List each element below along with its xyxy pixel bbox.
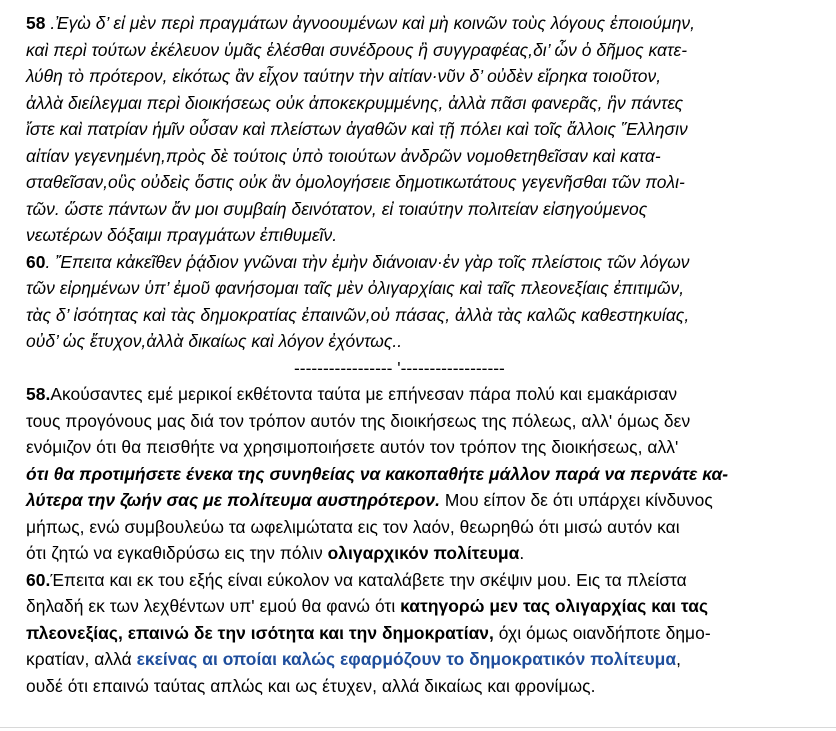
section-divider: ----------------- '------------------ [294, 357, 505, 378]
modern-paragraph-58 [26, 381, 816, 567]
text-line: ἴστε καὶ πατρίαν ἡμῖν οὖσαν καὶ πλείστων ἀγαθῶν καὶ τῇ πόλει καὶ τοῖς ἄλλοις Ἕλλησιν [26, 119, 688, 139]
paragraph-number: 60. [26, 569, 51, 590]
modern-text [26, 381, 816, 699]
bold-text: ολιγαρχικόν πολίτευμα [327, 543, 520, 563]
text-line: ενόμιζον ότι θα πεισθήτε να χρησιμοποιήσετε αυτόν τον τρόπον της διοικήσεως, αλλ' [26, 437, 679, 457]
emphasized-line: ότι θα προτιμήσετε ένεκα της συνηθείας να κακοπαθήτε μάλλον παρά να περνάτε κα- [26, 463, 729, 484]
text-line: πλεονεξίας, επαινώ δε την ισότητα και την δημοκρατίαν, όχι όμως οιανδήποτε δημο- [26, 622, 711, 643]
text-line: καὶ περὶ τούτων ἐκέλευον ὑμᾶς ἑλέσθαι συνέδρους ἢ συγγραφέας,δι’ ὧν ὁ δῆμος κατε- [26, 39, 688, 60]
text-line: 58 .Ἐγὼ δ’ εἰ μὲν περὶ πραγμάτων ἀγνοουμένων καὶ μὴ κοινῶν τοὺς λόγους ἐποιούμην, [26, 13, 696, 33]
modern-paragraph-60 [26, 567, 816, 700]
ancient-paragraph-60 [26, 249, 816, 355]
text-line: νεωτέρων δόξαιμι πραγμάτων ἐπιθυμεῖν. [26, 225, 338, 245]
text-line: τῶν. ὥστε πάντων ἄν μοι συμβαίη δεινότατον, εἰ τοιαύτην πολιτείαν εἰσηγούμενος [26, 198, 648, 219]
ancient-text [26, 10, 816, 355]
text-line: κρατίαν, αλλά εκείνας αι οποίαι καλώς εφαρμόζουν το δημοκρατικόν πολίτευμα, [26, 649, 681, 669]
document-page [26, 10, 816, 699]
highlighted-text: εκείνας αι οποίαι καλώς εφαρμόζουν το δημοκρατικόν πολίτευμα [136, 649, 677, 669]
text-line: αἰτίαν γεγενημένη,πρὸς δὲ τούτοις ὑπὸ τοιούτων ἀνδρῶν νομοθετηθεῖσαν καὶ κατα- [26, 145, 661, 166]
text-line: τους προγόνους μας διά τον τρόπον αυτόν της διοικήσεως της πόλεως, αλλ' όμως δεν [26, 410, 691, 431]
paragraph-number: 60 [26, 251, 46, 272]
text-line: μήπως, ενώ συμβουλεύω τα ωφελιμώτατα εις τον λαόν, θεωρηθώ ότι μισώ αυτόν και [26, 516, 680, 537]
text-line: τὰς δ’ ἰσότητας καὶ τὰς δημοκρατίας ἐπαινῶν,οὐ πάσας, ἀλλὰ τὰς καλῶς καθεστηκυίας, [26, 304, 690, 325]
emphasized-text: λύτερα την ζωήν σας με πολίτευμα αυστηρότερον. [26, 490, 440, 510]
bold-text: κατηγορώ μεν τας ολιγαρχίας και τας [400, 596, 709, 616]
text-line: ότι ζητώ να εγκαθιδρύσω εις την πόλιν ολιγαρχικόν πολίτευμα. [26, 543, 525, 563]
text-line: οὐδ’ ὡς ἔτυχον,ἀλλὰ δικαίως καὶ λόγον ἐχόντως.. [26, 331, 403, 351]
paragraph-number: 58 [26, 13, 46, 33]
bottom-border [0, 727, 836, 728]
bold-text: πλεονεξίας, επαινώ δε την ισότητα και την δημοκρατίαν, [26, 622, 494, 643]
text-line: ἀλλὰ διείλεγμαι περὶ διοικήσεως οὐκ ἀποκεκρυμμένης, ἀλλὰ πᾶσι φανερᾶς, ἣν πάντες [26, 92, 684, 113]
text-line: ουδέ ότι επαινώ ταύτας απλώς και ως έτυχεν, αλλά δικαίως και φρονίμως. [26, 675, 596, 696]
text-line: λύτερα την ζωήν σας με πολίτευμα αυστηρότερον. Μου είπον δε ότι υπάρχει κίνδυνος [26, 490, 713, 510]
text-line: 60. Ἔπειτα κἀκεῖθεν ῥᾴδιον γνῶναι τὴν ἐμὴν διάνοιαν·ἐν γὰρ τοῖς πλείστοις τῶν λόγων [26, 251, 690, 272]
paragraph-number: 58. [26, 384, 51, 404]
text-line: τῶν εἰρημένων ὑπ’ ἐμοῦ φανήσομαι ταῖς μὲν ὀλιγαρχίαις καὶ ταῖς πλεονεξίαις ἐπιτιμῶν, [26, 278, 685, 298]
text-line: σταθεῖσαν,οὓς οὐδεὶς ὅστις οὐκ ἂν ὁμολογήσειε δημοτικωτάτους γεγενῆσθαι τῶν πολι- [26, 172, 685, 192]
text-line: λύθη τὸ πρότερον, εἰκότως ἂν εἶχον ταύτην τὴν αἰτίαν·νῦν δ’ οὐδὲν εἴρηκα τοιοῦτον, [26, 66, 662, 86]
text-line: 58.Ακούσαντες εμέ μερικοί εκθέτοντα ταύτα με επήνεσαν πάρα πολύ και εμακάρισαν [26, 384, 678, 404]
ancient-paragraph-58 [26, 10, 816, 249]
text-line: δηλαδή εκ των λεχθέντων υπ' εμού θα φανώ ότι κατηγορώ μεν τας ολιγαρχίας και τας [26, 596, 709, 616]
text-line: 60.Έπειτα και εκ του εξής είναι εύκολον να καταλάβετε την σκέψιν μου. Εις τα πλείστα [26, 569, 687, 590]
